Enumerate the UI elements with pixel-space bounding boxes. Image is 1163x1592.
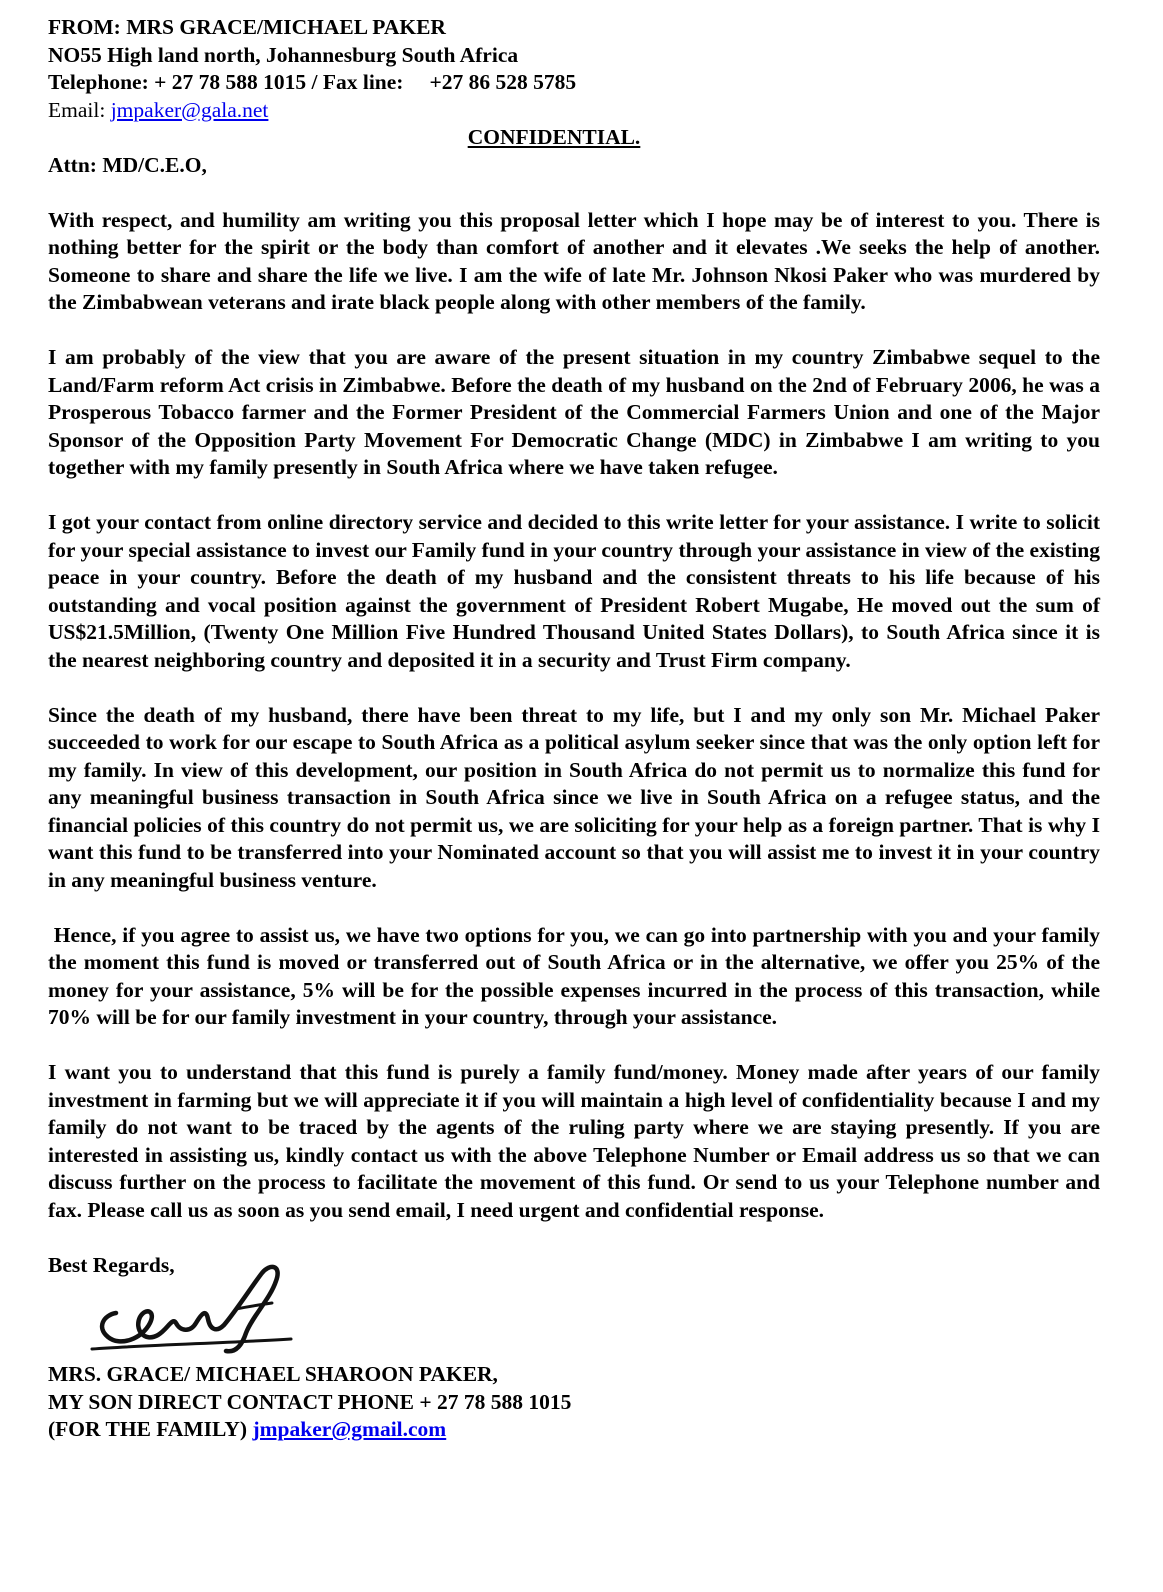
- footer-email-link[interactable]: jmpaker@gmail.com: [252, 1417, 447, 1441]
- telephone-line: [48, 69, 1100, 97]
- fax-number: +27 86 528 5785: [429, 70, 577, 94]
- letter-footer: [48, 1361, 1100, 1444]
- telephone-label: Telephone: + 27 78 588 1015 / Fax line:: [48, 70, 404, 94]
- body-paragraph-1: With respect, and humility am writing you this proposal letter which I hope may be of interest to you. There is nothing better for the spirit or the body than comfort of another and it elevates .We seeks the help of another. Someone to share and share the life we live. I am the wife of late Mr. Johnson Nkosi Paker who was murdered by the Zimbabwean veterans and irate black people along with other members of the family.: [48, 207, 1100, 314]
- body-paragraph-5: Hence, if you agree to assist us, we have two options for you, we can go into partnership with you and your family the moment this fund is moved or transferred out of South Africa or in the alternative, we offer you 25% of the money for your assistance, 5% will be for the possible expenses incurred in the process of this transaction, while 70% will be for our family investment in your country, through your assistance.: [48, 922, 1106, 1029]
- signature-area: [48, 1279, 1100, 1361]
- letter-header: [48, 14, 1100, 124]
- body-paragraph-2: I am probably of the view that you are aware of the present situation in my country Zimbabwe sequel to the Land/Farm reform Act crisis in Zimbabwe. Before the death of my husband on the 2nd of February 2006, he was a Prosperous Tobacco farmer and the Former President of the Commercial Farmers Union and one of the Major Sponsor of the Opposition Party Movement For Democratic Change (MDC) in Zimbabwe I am writing to you together with my family presently in South Africa where we have taken refugee.: [48, 345, 1100, 479]
- handwritten-signature-icon: [86, 1253, 296, 1361]
- body-paragraph-3: I got your contact from online directory service and decided to this write letter for your assistance. I write to solicit for your special assistance to invest our Family fund in your country through your assistance in view of the existing peace in your country. Before the death of my husband and the consistent threats to his life because of his outstanding and vocal position against the government of President Robert Mugabe, He moved out the sum of US$21.5Million, (Twenty One Million Five Hundred Thousand United States Dollars), to South Africa since it is the nearest neighboring country and deposited it in a security and Trust Firm company.: [48, 510, 1100, 672]
- from-line: FROM: MRS GRACE/MICHAEL PAKER: [48, 15, 446, 39]
- header-email-link[interactable]: jmpaker@gala.net: [110, 97, 269, 122]
- footer-son-phone-line: MY SON DIRECT CONTACT PHONE + 27 78 588 1015: [48, 1389, 572, 1414]
- footer-name-line: MRS. GRACE/ MICHAEL SHAROON PAKER,: [48, 1362, 498, 1386]
- footer-family-label: (FOR THE FAMILY): [48, 1417, 248, 1441]
- confidential-heading: CONFIDENTIAL.: [467, 125, 641, 149]
- attn-line: Attn: MD/C.E.O,: [48, 152, 207, 177]
- footer-family-line: [48, 1416, 1100, 1444]
- email-line: [48, 97, 1100, 125]
- body-paragraph-4: Since the death of my husband, there have been threat to my life, but I and my only son Mr. Michael Paker succeeded to work for our escape to South Africa as a political asylum seeker since that was the only option left for my family. In view of this development, our position in South Africa do not permit us to normalize this fund for any meaningful business transaction in South Africa since we live in South Africa on a refugee status, and the financial policies of this country do not permit us, we are soliciting for your help as a foreign partner. That is why I want this fund to be transferred into your Nominated account so that you will assist me to invest it in your country in any meaningful business venture.: [48, 702, 1100, 892]
- letter-page: [48, 14, 1106, 1444]
- closing-line: Best Regards,: [48, 1252, 175, 1277]
- email-label: Email:: [48, 97, 106, 122]
- body-paragraph-6: I want you to understand that this fund is purely a family fund/money. Money made after years of our family investment in farming but we will appreciate it if you will maintain a high level of confidentiality because I and my family do not want to be traced by the agents of the ruling party where we are staying presently. If you are interested in assisting us, kindly contact us with the above Telephone Number or Email address us so that we can discuss further on the process to facilitate the movement of this fund. Or send to us your Telephone number and fax. Please call us as soon as you send email, I need urgent and confidential response.: [48, 1060, 1100, 1222]
- address-line: NO55 High land north, Johannesburg South Africa: [48, 42, 519, 67]
